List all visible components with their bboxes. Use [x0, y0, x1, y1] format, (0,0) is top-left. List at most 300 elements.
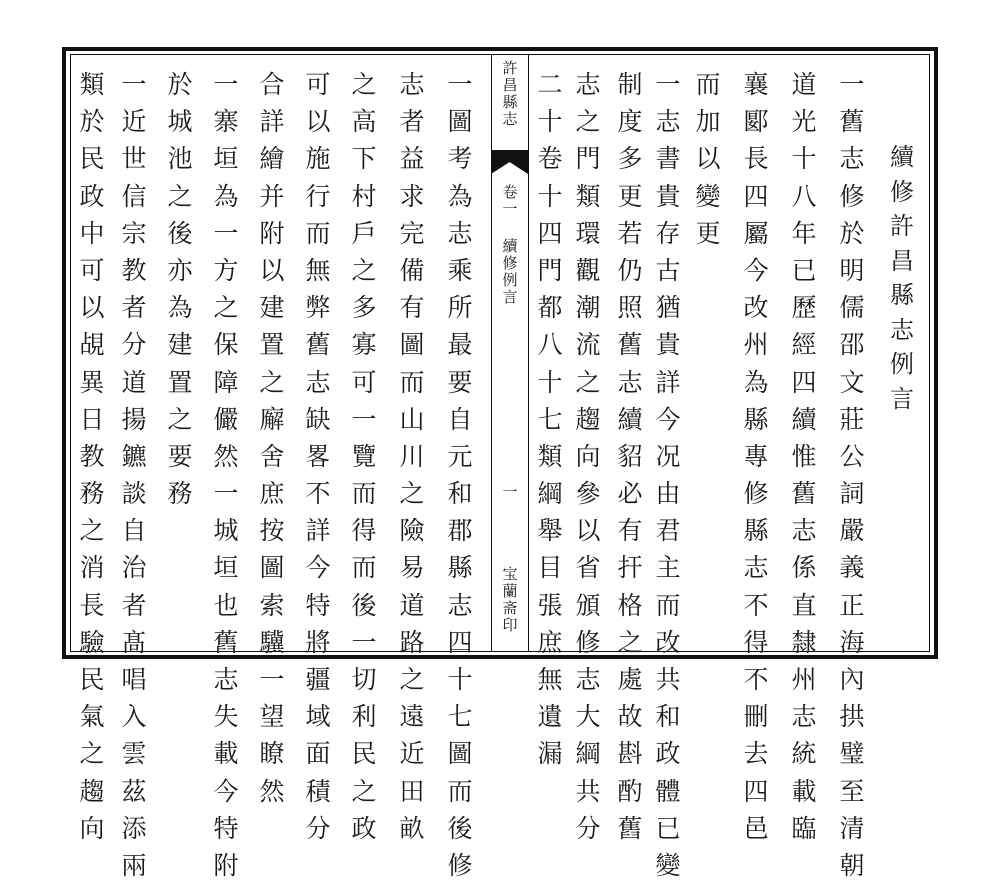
glyph: 而 [655, 590, 681, 620]
glyph: 畝 [399, 813, 425, 843]
glyph: 圖 [259, 553, 285, 583]
glyph: 屬 [743, 218, 769, 248]
glyph: 一 [839, 70, 865, 99]
glyph: 可 [79, 255, 105, 285]
glyph: 方 [213, 255, 239, 285]
glyph: 建 [259, 293, 285, 323]
glyph: 古 [655, 255, 681, 285]
glyph: 張 [537, 590, 563, 620]
glyph: 十 [537, 107, 563, 137]
glyph: 完 [399, 218, 425, 248]
glyph: 之 [351, 776, 377, 806]
glyph: 特 [213, 813, 239, 843]
glyph: 更 [617, 181, 643, 211]
spine-publisher [498, 566, 522, 634]
glyph: 垣 [213, 553, 239, 583]
glyph: 之 [79, 516, 105, 546]
glyph: 日 [79, 404, 105, 434]
glyph: 而 [305, 218, 331, 248]
glyph: 望 [259, 702, 285, 732]
glyph: 切 [351, 665, 377, 694]
glyph: 分 [121, 330, 147, 360]
glyph: 修 [447, 850, 473, 880]
glyph: 貂 [617, 441, 643, 471]
glyph: 四 [743, 181, 769, 211]
glyph: 考 [447, 144, 473, 174]
glyph: 以 [259, 255, 285, 285]
text-column [348, 66, 380, 847]
glyph: 今 [305, 553, 331, 583]
glyph: 舊 [791, 479, 817, 509]
glyph: 改 [655, 627, 681, 657]
glyph: 環 [575, 218, 601, 248]
glyph: 之 [351, 255, 377, 285]
glyph: 正 [839, 590, 865, 620]
glyph: 唱 [121, 665, 147, 694]
glyph: 主 [655, 553, 681, 583]
glyph: 以 [695, 144, 721, 174]
glyph: 不 [743, 665, 769, 694]
spine-page-number [498, 484, 522, 501]
glyph: 亦 [167, 255, 193, 285]
glyph: 扞 [617, 553, 643, 583]
text-column [652, 66, 684, 884]
glyph: 庶 [537, 627, 563, 657]
glyph: 志 [502, 110, 518, 128]
glyph: 髙 [121, 627, 147, 657]
text-column [614, 66, 646, 847]
glyph: 續 [791, 404, 817, 434]
text-column [396, 66, 428, 847]
glyph: 道 [791, 70, 817, 99]
glyph: 繪 [259, 144, 285, 174]
glyph: 長 [79, 590, 105, 620]
glyph: 戶 [351, 218, 377, 248]
glyph: 志 [575, 70, 601, 99]
glyph: 共 [575, 776, 601, 806]
glyph: 書 [655, 144, 681, 174]
glyph: 度 [617, 107, 643, 137]
glyph: 保 [213, 330, 239, 360]
glyph: 已 [791, 255, 817, 285]
glyph: 益 [399, 144, 425, 174]
glyph: 之 [575, 367, 601, 397]
glyph: 一 [213, 218, 239, 248]
glyph: 圖 [447, 739, 473, 769]
glyph: 以 [575, 516, 601, 546]
glyph: 例 [890, 350, 914, 378]
glyph: 圖 [447, 107, 473, 137]
glyph: 民 [79, 144, 105, 174]
glyph: 分 [305, 813, 331, 843]
glyph: 內 [839, 665, 865, 694]
glyph: 莊 [839, 404, 865, 434]
glyph: 縣 [743, 516, 769, 546]
glyph: 照 [617, 293, 643, 323]
glyph: 之 [167, 181, 193, 211]
glyph: 向 [575, 441, 601, 471]
glyph: 特 [305, 590, 331, 620]
glyph: 最 [447, 330, 473, 360]
glyph: 有 [617, 516, 643, 546]
glyph: 統 [791, 739, 817, 769]
glyph: 猶 [655, 293, 681, 323]
glyph: 門 [575, 144, 601, 174]
text-column [256, 66, 288, 810]
glyph: 潮 [575, 293, 601, 323]
glyph: 積 [305, 776, 331, 806]
glyph: 頒 [575, 590, 601, 620]
glyph: 消 [79, 553, 105, 583]
text-column [302, 66, 334, 847]
glyph: 政 [79, 181, 105, 211]
glyph: 近 [121, 107, 147, 137]
glyph: 明 [839, 255, 865, 285]
glyph: 制 [617, 70, 643, 99]
glyph: 多 [617, 144, 643, 174]
glyph: 言 [502, 288, 518, 306]
glyph: 目 [537, 553, 563, 583]
glyph: 舉 [537, 516, 563, 546]
glyph: 今 [213, 776, 239, 806]
glyph: 為 [743, 367, 769, 397]
glyph: 續 [890, 143, 914, 171]
glyph: 城 [167, 107, 193, 137]
glyph: 一 [213, 70, 239, 99]
glyph: 以 [305, 107, 331, 137]
glyph: 縣 [502, 93, 518, 111]
glyph: 志 [447, 218, 473, 248]
glyph: 詳 [305, 516, 331, 546]
glyph: 四 [791, 367, 817, 397]
glyph: 務 [167, 479, 193, 509]
glyph: 施 [305, 144, 331, 174]
glyph: 添 [121, 813, 147, 843]
glyph: 垣 [213, 144, 239, 174]
glyph: 存 [655, 218, 681, 248]
glyph: 載 [213, 739, 239, 769]
glyph: 雲 [121, 739, 147, 769]
glyph: 氣 [79, 702, 105, 732]
glyph: 郾 [743, 107, 769, 137]
spine-section [498, 238, 522, 306]
glyph: 去 [743, 739, 769, 769]
glyph: 係 [791, 553, 817, 583]
glyph: 畧 [305, 441, 331, 471]
glyph: 年 [791, 218, 817, 248]
glyph: 專 [743, 441, 769, 471]
glyph: 疆 [305, 665, 331, 694]
glyph: 寡 [351, 330, 377, 360]
glyph: 趨 [575, 404, 601, 434]
glyph: 有 [399, 293, 425, 323]
glyph: 民 [79, 665, 105, 694]
glyph: 一 [213, 479, 239, 509]
glyph: 昌 [502, 76, 518, 94]
glyph: 綱 [537, 479, 563, 509]
glyph: 體 [655, 776, 681, 806]
glyph: 經 [791, 330, 817, 360]
glyph: 卷 [502, 183, 518, 201]
glyph: 弊 [305, 293, 331, 323]
text-column [836, 66, 868, 884]
text-column [76, 66, 108, 847]
glyph: 覽 [351, 441, 377, 471]
glyph: 光 [791, 107, 817, 137]
text-column [118, 66, 150, 884]
glyph: 易 [399, 553, 425, 583]
glyph: 異 [79, 367, 105, 397]
glyph: 道 [121, 367, 147, 397]
glyph: 二 [537, 70, 563, 99]
glyph: 附 [213, 850, 239, 880]
glyph: 改 [743, 293, 769, 323]
glyph: 斋 [502, 599, 518, 617]
glyph: 八 [791, 181, 817, 211]
glyph: 置 [167, 367, 193, 397]
text-column [740, 66, 772, 847]
glyph: 將 [305, 627, 331, 657]
glyph: 隸 [791, 627, 817, 657]
glyph: 揚 [121, 404, 147, 434]
glyph: 置 [259, 330, 285, 360]
glyph: 志 [305, 367, 331, 397]
glyph: 舊 [839, 107, 865, 137]
glyph: 為 [447, 181, 473, 211]
glyph: 酌 [617, 776, 643, 806]
glyph: 斟 [617, 739, 643, 769]
glyph: 一 [502, 483, 518, 501]
glyph: 於 [839, 218, 865, 248]
glyph: 失 [213, 702, 239, 732]
glyph: 合 [259, 70, 285, 99]
glyph: 朝 [839, 850, 865, 880]
glyph: 後 [447, 813, 473, 843]
text-column [572, 66, 604, 847]
glyph: 茲 [121, 776, 147, 806]
glyph: 修 [839, 181, 865, 211]
text-column [444, 66, 476, 884]
glyph: 也 [213, 590, 239, 620]
glyph: 下 [351, 144, 377, 174]
glyph: 修 [890, 177, 914, 206]
glyph: 一 [447, 70, 473, 99]
glyph: 襄 [743, 70, 769, 99]
glyph: 道 [399, 590, 425, 620]
glyph: 四 [447, 627, 473, 657]
glyph: 自 [121, 516, 147, 546]
glyph: 不 [305, 479, 331, 509]
glyph: 而 [695, 70, 721, 99]
glyph: 建 [167, 330, 193, 360]
glyph: 和 [655, 702, 681, 732]
glyph: 險 [399, 516, 425, 546]
glyph: 刪 [743, 702, 769, 732]
glyph: 今 [655, 404, 681, 434]
glyph: 志 [743, 553, 769, 583]
glyph: 元 [447, 441, 473, 471]
spine-line-left [491, 54, 492, 652]
glyph: 八 [537, 330, 563, 360]
glyph: 許 [502, 59, 518, 77]
glyph: 庶 [259, 479, 285, 509]
glyph: 者 [399, 107, 425, 137]
glyph: 得 [743, 627, 769, 657]
glyph: 之 [213, 293, 239, 323]
glyph: 一 [259, 665, 285, 694]
glyph: 之 [167, 404, 193, 434]
glyph: 教 [79, 441, 105, 471]
glyph: 印 [502, 616, 518, 634]
glyph: 談 [121, 479, 147, 509]
glyph: 漏 [537, 739, 563, 769]
glyph: 多 [351, 293, 377, 323]
glyph: 利 [351, 702, 377, 732]
glyph: 要 [167, 441, 193, 471]
glyph: 可 [305, 70, 331, 99]
glyph: 直 [791, 590, 817, 620]
glyph: 要 [447, 367, 473, 397]
glyph: 若 [617, 218, 643, 248]
glyph: 遺 [537, 702, 563, 732]
glyph: 城 [213, 516, 239, 546]
glyph: 綱 [575, 739, 601, 769]
glyph: 世 [121, 144, 147, 174]
glyph: 遠 [399, 702, 425, 732]
glyph: 變 [655, 850, 681, 880]
glyph: 宗 [121, 218, 147, 248]
glyph: 趨 [79, 776, 105, 806]
glyph: 域 [305, 702, 331, 732]
spine-line-right [528, 54, 529, 652]
glyph: 類 [79, 70, 105, 99]
glyph: 者 [121, 293, 147, 323]
glyph: 州 [743, 330, 769, 360]
glyph: 之 [259, 367, 285, 397]
glyph: 舊 [305, 330, 331, 360]
glyph: 拱 [839, 702, 865, 732]
glyph: 縣 [743, 404, 769, 434]
glyph: 川 [399, 441, 425, 471]
glyph: 乘 [447, 255, 473, 285]
glyph: 備 [399, 255, 425, 285]
glyph: 志 [575, 665, 601, 694]
glyph: 修 [502, 254, 518, 272]
glyph: 然 [213, 441, 239, 471]
glyph: 省 [575, 553, 601, 583]
glyph: 瞭 [259, 739, 285, 769]
spine-book-title [498, 60, 522, 128]
glyph: 都 [537, 293, 563, 323]
text-column [164, 66, 196, 512]
glyph: 言 [890, 384, 914, 413]
glyph: 十 [447, 665, 473, 694]
glyph: 義 [839, 553, 865, 583]
glyph: 索 [259, 590, 285, 620]
glyph: 可 [351, 367, 377, 397]
page-title [886, 140, 918, 416]
glyph: 之 [617, 627, 643, 657]
glyph: 面 [305, 739, 331, 769]
glyph: 觀 [575, 255, 601, 285]
glyph: 中 [79, 218, 105, 248]
glyph: 為 [167, 293, 193, 323]
glyph: 政 [655, 739, 681, 769]
glyph: 海 [839, 627, 865, 657]
glyph: 分 [575, 813, 601, 843]
glyph: 長 [743, 144, 769, 174]
text-column [692, 66, 724, 252]
glyph: 之 [575, 107, 601, 137]
glyph: 而 [351, 553, 377, 583]
glyph: 於 [167, 70, 193, 99]
glyph: 之 [351, 70, 377, 99]
glyph: 後 [167, 218, 193, 248]
glyph: 處 [617, 665, 643, 694]
glyph: 貴 [655, 181, 681, 211]
glyph: 寨 [213, 107, 239, 137]
glyph: 志 [213, 665, 239, 694]
glyph: 文 [839, 367, 865, 397]
glyph: 蘭 [502, 582, 518, 600]
glyph: 惟 [791, 441, 817, 471]
glyph: 格 [617, 590, 643, 620]
glyph: 四 [537, 218, 563, 248]
glyph: 一 [351, 627, 377, 657]
glyph: 為 [213, 181, 239, 211]
glyph: 修 [743, 479, 769, 509]
glyph: 民 [351, 739, 377, 769]
glyph: 舍 [259, 441, 285, 471]
glyph: 宝 [502, 565, 518, 583]
glyph: 志 [890, 315, 914, 344]
glyph: 十 [537, 367, 563, 397]
glyph: 流 [575, 330, 601, 360]
glyph: 圖 [399, 330, 425, 360]
glyph: 池 [167, 144, 193, 174]
glyph: 參 [575, 479, 601, 509]
glyph: 求 [399, 181, 425, 211]
glyph: 行 [305, 181, 331, 211]
glyph: 之 [399, 479, 425, 509]
glyph: 州 [791, 665, 817, 694]
glyph: 鑣 [121, 441, 147, 471]
glyph: 仍 [617, 255, 643, 285]
glyph: 門 [537, 255, 563, 285]
glyph: 缺 [305, 404, 331, 434]
glyph: 璧 [839, 739, 865, 769]
glyph: 舊 [617, 330, 643, 360]
glyph: 覘 [79, 330, 105, 360]
glyph: 無 [305, 255, 331, 285]
glyph: 臨 [791, 813, 817, 843]
glyph: 信 [121, 181, 147, 211]
glyph: 更 [695, 218, 721, 248]
glyph: 修 [575, 627, 601, 657]
glyph: 路 [399, 627, 425, 657]
glyph: 嚴 [839, 516, 865, 546]
glyph: 清 [839, 813, 865, 843]
glyph: 村 [351, 181, 377, 211]
glyph: 志 [791, 516, 817, 546]
glyph: 志 [791, 702, 817, 732]
glyph: 續 [502, 237, 518, 255]
text-column [534, 66, 566, 773]
glyph: 七 [447, 702, 473, 732]
glyph: 大 [575, 702, 601, 732]
glyph: 以 [79, 293, 105, 323]
glyph: 然 [259, 776, 285, 806]
